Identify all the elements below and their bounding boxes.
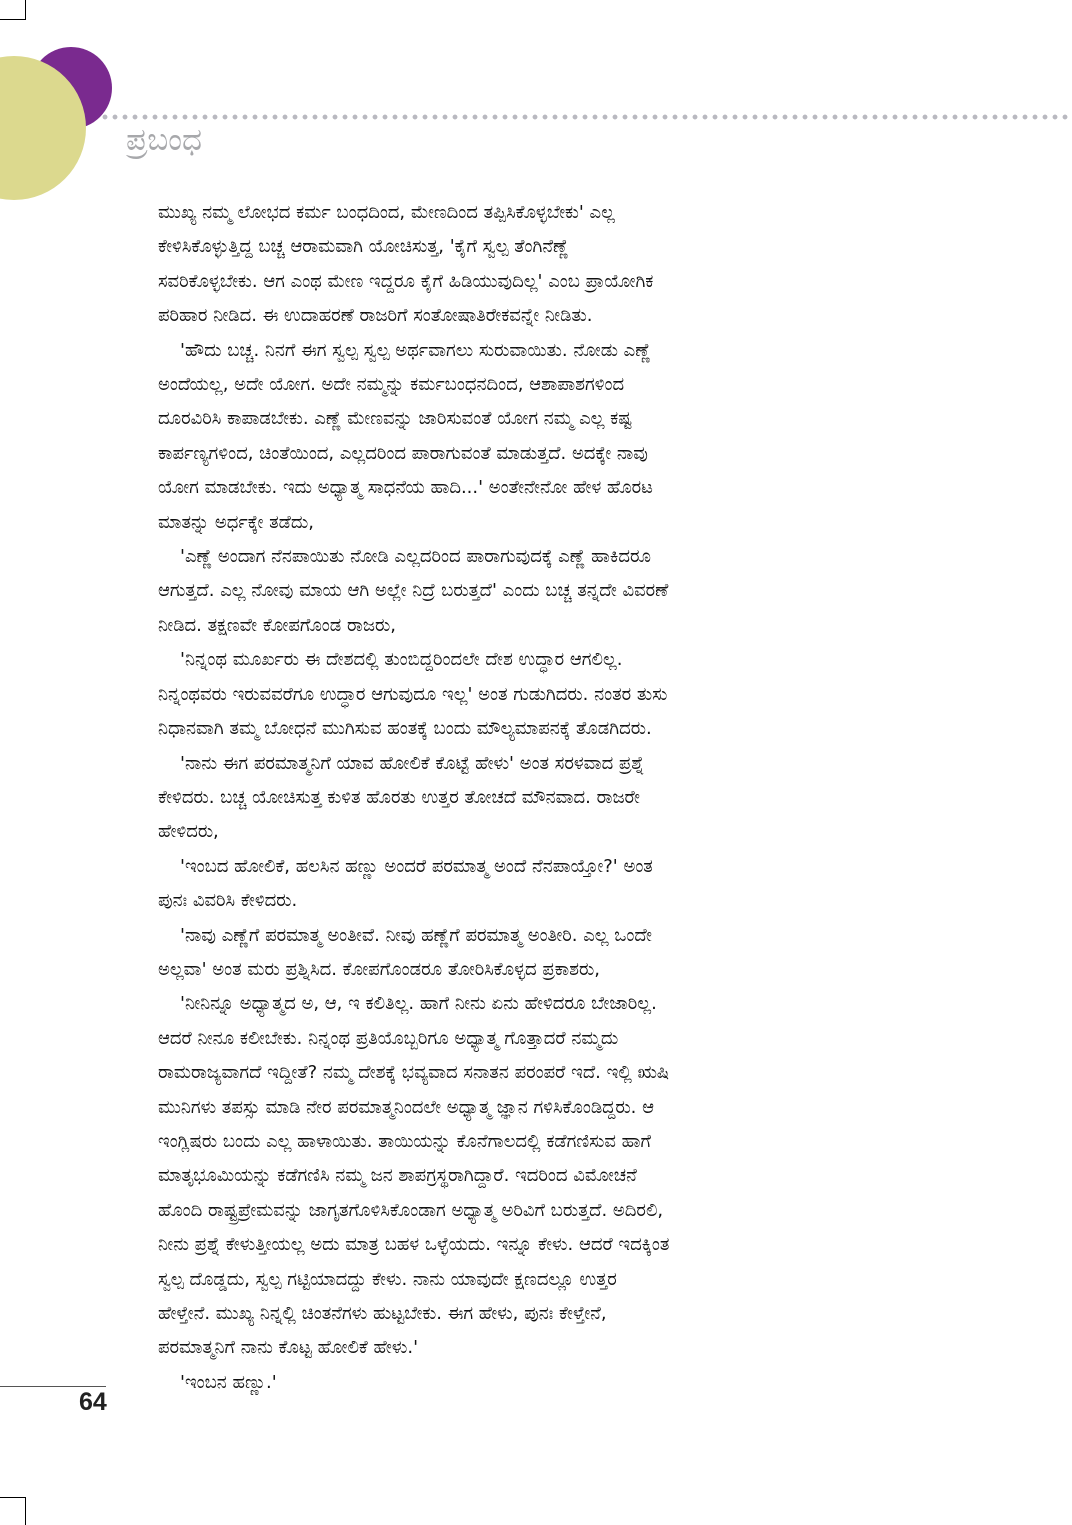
- text-line: ಪುನಃ ವಿವರಿಸಿ ಕೇಳಿದರು.: [158, 890, 298, 912]
- section-title: ಪ್ರಬಂಧ: [126, 122, 202, 158]
- text-line: ಸವರಿಕೊಳ್ಳಬೇಕು. ಆಗ ಎಂಥ ಮೇಣ ಇದ್ದರೂ ಕೈಗೆ ಹಿಡಿಯುವುದಿಲ್ಲ' ಎಂಬ ಪ್ರಾಯೋಗಿಕ: [158, 270, 654, 292]
- text-line: 'ಎಣ್ಣೆ ಅಂದಾಗ ನೆನಪಾಯಿತು ನೋಡಿ ಎಲ್ಲದರಿಂದ ಪಾರಾಗುವುದಕ್ಕೆ ಎಣ್ಣೆ ಹಾಕಿದರೂ: [180, 546, 651, 568]
- text-line: 'ನೀನಿನ್ನೂ ಅಧ್ಯಾತ್ಮದ ಅ, ಆ, ಇ ಕಲಿತಿಲ್ಲ. ಹಾಗೆ ನೀನು ಏನು ಹೇಳಿದರೂ ಬೇಜಾರಿಲ್ಲ.: [180, 993, 657, 1015]
- text-line: ಕಾರ್ಪಣ್ಯಗಳಿಂದ, ಚಿಂತೆಯಿಂದ, ಎಲ್ಲದರಿಂದ ಪಾರಾಗುವಂತೆ ಮಾಡುತ್ತದೆ. ಅದಕ್ಕೇ ನಾವು: [158, 442, 648, 464]
- text-line: ಹೊಂದಿ ರಾಷ್ಟ್ರಪ್ರೇಮವನ್ನು ಜಾಗೃತಗೊಳಿಸಿಕೊಂಡಾಗ ಅಧ್ಯಾತ್ಮ ಅರಿವಿಗೆ ಬರುತ್ತದೆ. ಅದಿರಲಿ,: [158, 1199, 664, 1221]
- crop-mark-top-vertical: [25, 0, 26, 20]
- crop-mark-top-horizontal: [0, 19, 26, 20]
- text-line: ಕೇಳಿದರು. ಬಚ್ಚ ಯೋಚಿಸುತ್ತ ಕುಳಿತ ಹೊರತು ಉತ್ತರ ತೋಚದೆ ಮೌನವಾದ. ರಾಜರೇ: [158, 786, 640, 808]
- text-line: ನಿಧಾನವಾಗಿ ತಮ್ಮ ಬೋಧನೆ ಮುಗಿಸುವ ಹಂತಕ್ಕೆ ಬಂದು ಮೌಲ್ಯಮಾಪನಕ್ಕೆ ತೊಡಗಿದರು.: [158, 718, 652, 740]
- text-line: ದೂರವಿರಿಸಿ ಕಾಪಾಡಬೇಕು. ಎಣ್ಣೆ ಮೇಣವನ್ನು ಜಾರಿಸುವಂತೆ ಯೋಗ ನಮ್ಮ ಎಲ್ಲ ಕಷ್ಟ: [158, 408, 632, 430]
- header-dotted-rule: [100, 114, 1072, 120]
- text-line: 'ಹೌದು ಬಚ್ಚ. ನಿನಗೆ ಈಗ ಸ್ವಲ್ಪ ಸ್ವಲ್ಪ ಅರ್ಥವಾಗಲು ಸುರುವಾಯಿತು. ನೋಡು ಎಣ್ಣೆ: [180, 339, 651, 361]
- text-line: 'ನಾವು ಎಣ್ಣೆಗೆ ಪರಮಾತ್ಮ ಅಂತೀವೆ. ನೀವು ಹಣ್ಣೆಗೆ ಪರಮಾತ್ಮ ಅಂತೀರಿ. ಎಲ್ಲ ಒಂದೇ: [180, 924, 652, 946]
- text-line: ಯೋಗ ಮಾಡಬೇಕು. ಇದು ಅಧ್ಯಾತ್ಮ ಸಾಧನೆಯ ಹಾದಿ...' ಅಂತೇನೇನೋ ಹೇಳ ಹೊರಟ: [158, 477, 653, 499]
- text-line: 'ಇಂಬದ ಹೋಲಿಕೆ, ಹಲಸಿನ ಹಣ್ಣು ಅಂದರೆ ಪರಮಾತ್ಮ ಅಂದೆ ನೆನಪಾಯ್ತೋ?' ಅಂತ: [180, 855, 653, 877]
- crop-mark-bottom-horizontal: [0, 1497, 26, 1498]
- text-line: ಮುಖ್ಯ ನಮ್ಮ ಲೋಭದ ಕರ್ಮ ಬಂಧದಿಂದ, ಮೇಣದಿಂದ ತಪ್ಪಿಸಿಕೊಳ್ಳಬೇಕು' ಎಲ್ಲ: [158, 202, 615, 223]
- text-line: ಮುನಿಗಳು ತಪಸ್ಸು ಮಾಡಿ ನೇರ ಪರಮಾತ್ಮನಿಂದಲೇ ಅಧ್ಯಾತ್ಮ ಜ್ಞಾನ ಗಳಿಸಿಕೊಂಡಿದ್ದರು. ಆ: [158, 1096, 655, 1118]
- text-line: ಪರಿಹಾರ ನೀಡಿದ. ಈ ಉದಾಹರಣೆ ರಾಜರಿಗೆ ಸಂತೋಷಾತಿರೇಕವನ್ನೇ ನೀಡಿತು.: [158, 305, 593, 327]
- article-body: [158, 196, 918, 1400]
- text-line: ರಾಮರಾಜ್ಯವಾಗದೆ ಇದ್ದೀತೆ? ನಮ್ಮ ದೇಶಕ್ಕೆ ಭವ್ಯವಾದ ಸನಾತನ ಪರಂಪರೆ ಇದೆ. ಇಲ್ಲಿ ಋಷಿ: [158, 1062, 670, 1084]
- text-line: ಅಲ್ಲವಾ' ಅಂತ ಮರು ಪ್ರಶ್ನಿಸಿದ. ಕೋಪಗೊಂಡರೂ ತೋರಿಸಿಕೊಳ್ಳದ ಪ್ರಕಾಶರು,: [158, 958, 600, 980]
- text-line: 'ನಿನ್ನಂಥ ಮೂರ್ಖರು ಈ ದೇಶದಲ್ಲಿ ತುಂಬಿದ್ದರಿಂದಲೇ ದೇಶ ಉದ್ಧಾರ ಆಗಲಿಲ್ಲ.: [180, 649, 623, 671]
- text-line: 'ಇಂಬನ ಹಣ್ಣು.': [180, 1371, 277, 1393]
- text-line: ಆದರೆ ನೀನೂ ಕಲೀಬೇಕು. ನಿನ್ನಂಥ ಪ್ರತಿಯೊಬ್ಬರಿಗೂ ಅಧ್ಯಾತ್ಮ ಗೊತ್ತಾದರೆ ನಮ್ಮದು: [158, 1027, 619, 1049]
- text-line: ಸ್ವಲ್ಪ ದೊಡ್ಡದು, ಸ್ವಲ್ಪ ಗಟ್ಟಿಯಾದದ್ದು ಕೇಳು. ನಾನು ಯಾವುದೇ ಕ್ಷಣದಲ್ಲೂ ಉತ್ತರ: [158, 1268, 617, 1290]
- text-line: ಹೇಳ್ತೇನೆ. ಮುಖ್ಯ ನಿನ್ನಲ್ಲಿ ಚಿಂತನೆಗಳು ಹುಟ್ಟಬೇಕು. ಈಗ ಹೇಳು, ಪುನಃ ಕೇಳ್ತೇನೆ,: [158, 1303, 607, 1324]
- text-line: ನೀಡಿದ. ತಕ್ಷಣವೇ ಕೋಪಗೊಂಡ ರಾಜರು,: [158, 614, 396, 636]
- page-number: 64: [79, 1388, 107, 1416]
- text-line: 'ನಾನು ಈಗ ಪರಮಾತ್ಮನಿಗೆ ಯಾವ ಹೋಲಿಕೆ ಕೊಟ್ಟೆ ಹೇಳು' ಅಂತ ಸರಳವಾದ ಪ್ರಶ್ನೆ: [180, 752, 645, 774]
- text-line: ಹೇಳಿದರು,: [158, 821, 219, 843]
- text-line: ಮಾತೃಭೂಮಿಯನ್ನು ಕಡೆಗಣಿಸಿ ನಮ್ಮ ಜನ ಶಾಪಗ್ರಸ್ಥರಾಗಿದ್ದಾರೆ. ಇದರಿಂದ ವಿಮೋಚನೆ: [158, 1165, 637, 1187]
- text-line: ನಿನ್ನಂಥವರು ಇರುವವರೆಗೂ ಉದ್ಧಾರ ಆಗುವುದೂ ಇಲ್ಲ' ಅಂತ ಗುಡುಗಿದರು. ನಂತರ ತುಸು: [158, 683, 668, 705]
- text-line: ಅಂದೆಯಲ್ಲ, ಅದೇ ಯೋಗ. ಅದೇ ನಮ್ಮನ್ನು ಕರ್ಮಬಂಧನದಿಂದ, ಆಶಾಪಾಶಗಳಿಂದ: [158, 374, 625, 396]
- text-line: ಆಗುತ್ತದೆ. ಎಲ್ಲ ನೋವು ಮಾಯ ಆಗಿ ಅಲ್ಲೇ ನಿದ್ರೆ ಬರುತ್ತದೆ' ಎಂದು ಬಚ್ಚ ತನ್ನದೇ ವಿವರಣೆ: [158, 580, 669, 602]
- text-line: ಪರಮಾತ್ಮನಿಗೆ ನಾನು ಕೊಟ್ಟ ಹೋಲಿಕೆ ಹೇಳು.': [158, 1337, 419, 1359]
- text-line: ಮಾತನ್ನು ಅರ್ಧಕ್ಕೇ ತಡೆದು,: [158, 511, 314, 533]
- crop-mark-bottom-vertical: [25, 1497, 26, 1525]
- footer-rule: [0, 1386, 106, 1387]
- text-line: ಇಂಗ್ಲಿಷರು ಬಂದು ಎಲ್ಲ ಹಾಳಾಯಿತು. ತಾಯಿಯನ್ನು ಕೊನೆಗಾಲದಲ್ಲಿ ಕಡೆಗಣಿಸುವ ಹಾಗೆ: [158, 1130, 651, 1152]
- text-line: ಕೇಳಿಸಿಕೊಳ್ಳುತ್ತಿದ್ದ ಬಚ್ಚ ಆರಾಮವಾಗಿ ಯೋಚಿಸುತ್ತ, 'ಕೈಗೆ ಸ್ವಲ್ಪ ತೆಂಗಿನೆಣ್ಣೆ: [158, 236, 569, 258]
- text-line: ನೀನು ಪ್ರಶ್ನೆ ಕೇಳುತ್ತೀಯಲ್ಲ ಅದು ಮಾತ್ರ ಬಹಳ ಒಳ್ಳೆಯದು. ಇನ್ನೂ ಕೇಳು. ಆದರೆ ಇದಕ್ಕಿಂತ: [158, 1234, 670, 1256]
